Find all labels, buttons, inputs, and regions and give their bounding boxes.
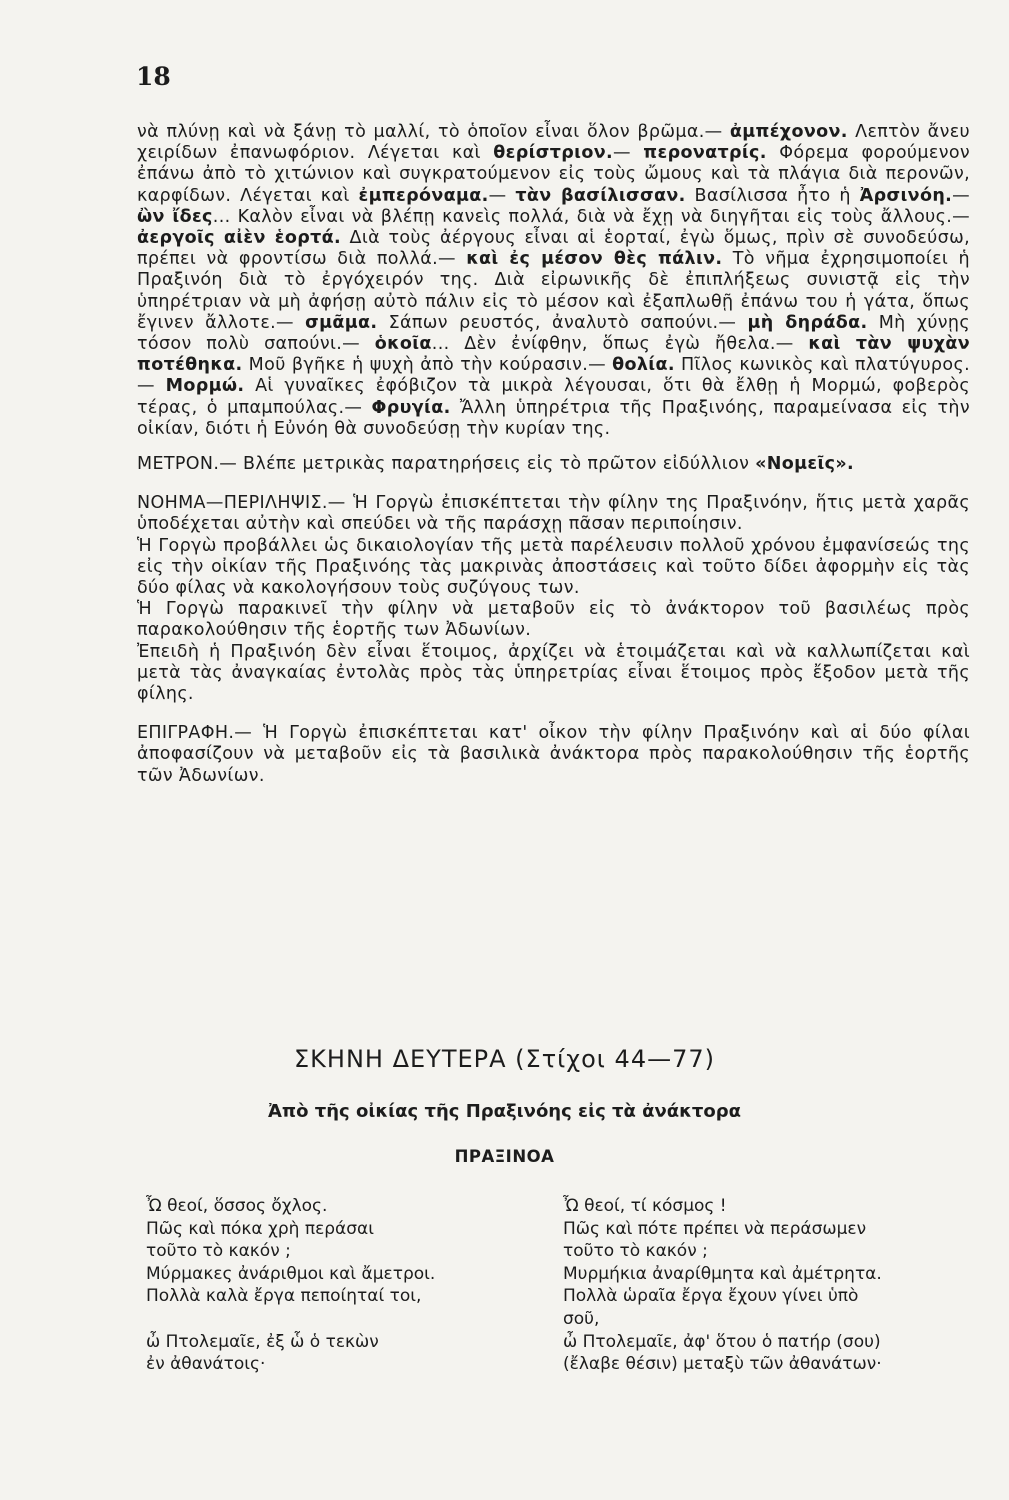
section-label: ΕΠΙΓΡΑΦΗ.— (137, 723, 253, 744)
verse-line: ἐν ἀθανάτοις· (146, 1354, 266, 1375)
translation-line: τοῦτο τὸ κακόν ; (563, 1241, 708, 1262)
verse-line: Ὦ θεοί, ὅσσος ὄχλος. (146, 1196, 328, 1216)
gloss-term: ἀμπέχονον. (729, 122, 848, 142)
gloss-text: ... Δὲν ἐνίφθην, ὅπως ἐγὼ ἤθελα.— (431, 334, 809, 355)
gloss-term: μὴ δηράδα. (747, 312, 868, 333)
gloss-term: ἀεργοῖς αἰὲν ἑορτά. (137, 228, 342, 249)
translation-line: σοῦ, (563, 1308, 600, 1329)
gloss-text: νὰ πλύνῃ καὶ νὰ ξάνῃ τὸ μαλλί, τὸ ὁποῖον εἶναι ὅλον βρῶμα.— (137, 122, 730, 142)
glossary-paragraph (137, 122, 970, 440)
page-number: 18 (136, 62, 171, 91)
scene-subtitle: Ἀπὸ τῆς οἰκίας τῆς Πραξινόης εἰς τὰ ἀνάκτορα (267, 1101, 742, 1122)
verse-line: Πολλὰ καλὰ ἔργα πεποίηταί τοι, (146, 1286, 422, 1307)
summary-paragraph: Ἐπειδὴ ἡ Πραξινόη δὲν εἶναι ἕτοιμος, ἀρχίζει νὰ ἑτοιμάζεται καὶ νὰ καλλωπίζεται καὶ μετὰ τὰς ἀναγκαίας ἐντολὰς πρὸς τὰς ὑπηρετρίας εἶναι ἕτοιμος πρὸς ἔξοδον μετὰ τῆς φίλης. (137, 641, 970, 705)
gloss-term: ἐμπερόναμα. (358, 185, 489, 206)
summary-text: Ἡ Γοργὼ ἐπισκέπτεται τὴν φίλην της Πραξινόην, ἥτις μετὰ χαρᾶς ὑποδέχεται αὐτὴν καὶ σπεύδει νὰ τῆς παράσχῃ πᾶσαν περιποίησιν. (137, 493, 970, 535)
gloss-text: ... Καλὸν εἶναι νὰ βλέπῃ κανεὶς πολλά, διὰ νὰ ἔχῃ νὰ διηγῆται εἰς τοὺς ἄλλους.— (212, 206, 970, 227)
gloss-term: καὶ τὰν ψυχὰν ποτέθηκα. (137, 334, 970, 376)
gloss-text: Βασίλισσα ἦτο ἡ (685, 185, 860, 206)
gloss-term: «Νομεῖς». (755, 454, 855, 475)
gloss-term: ὁκοῖα (374, 334, 432, 355)
gloss-text: Διὰ τοὺς ἀέργους εἶναι αἱ ἑορταί, ἐγὼ ὅμως, πρὶν σὲ συνοδεύσω, πρέπει νὰ φροντίσω διὰ πολλά.— (137, 228, 970, 270)
gloss-text: — (612, 143, 644, 164)
gloss-term: καὶ ἐς μέσον θὲς πάλιν. (466, 249, 723, 270)
gloss-term: σμᾶμα. (305, 312, 378, 333)
metron-paragraph (137, 454, 970, 475)
summary-paragraph: Ἡ Γοργὼ προβάλλει ὡς δικαιολογίαν τῆς μετὰ παρέλευσιν πολλοῦ χρόνου ἐμφανίσεώς της εἰς τὴν οἰκίαν τῆς Πραξινόης τὰς μακρινὰς ἀποστάσεις καὶ τοῦτο δίδει ἀφορμὴν εἰς τὰς δύο φίλας νὰ κακολογήσουν τοὺς συζύγους των. (137, 535, 970, 599)
speaker-name: ΠΡΑΞΙΝΟΑ (454, 1147, 555, 1166)
commentary-notes (137, 122, 970, 787)
translation-line: ὦ Πτολεμαῖε, ἀφ' ὅτου ὁ πατήρ (σου) (563, 1331, 881, 1352)
gloss-term: Μορμώ. (165, 376, 245, 397)
summary-paragraph: Ἡ Γοργὼ παρακινεῖ τὴν φίλην νὰ μεταβοῦν εἰς τὸ ἀνάκτορον τοῦ βασιλέως πρὸς παρακολούθησιν τῆς ἑορτῆς των Ἀδωνίων. (137, 599, 970, 641)
translation-line: Πῶς καὶ πότε πρέπει νὰ περάσωμεν (563, 1218, 867, 1239)
gloss-text: — (488, 185, 516, 206)
original-text-column (146, 1195, 546, 1376)
gloss-text: Αἱ γυναῖκες ἐφόβιζον τὰ μικρὰ λέγουσαι, ὅτι θὰ ἔλθῃ ἡ Μορμώ, φοβερὸς τέρας, ὁ μπαμπούλας.— (137, 376, 970, 418)
gloss-text: Πῖλος κωνικὸς καὶ πλατύγυρος.— (137, 355, 970, 397)
verse-line: τοῦτο τὸ κακόν ; (146, 1241, 291, 1262)
translation-line: Μυρμήκια ἀναρίθμητα καὶ ἀμέτρητα. (563, 1263, 882, 1284)
summary-paragraph (137, 493, 970, 535)
section-label: ΜΕΤΡΟΝ.— (137, 454, 238, 475)
gloss-text: Σάπων ρευστός, ἀναλυτὸ σαπούνι.— (377, 312, 748, 333)
gloss-text: Τὸ νῆμα ἐχρησιμοποίει ἡ Πραξινόη διὰ τὸ ἐργόχειρόν της. Διὰ εἰρωνικῆς δὲ ἐπιπλήξεως συνιστᾷ εἰς τὴν ὑπηρέτριαν νὰ μὴ ἀφήσῃ αὐτὸ πάλιν εἰς τὸ μέσον καὶ ἐξαπλωθῇ ἐπάνω του ἡ γάτα, ὅπως ἔγινεν ἄλλοτε.— (137, 249, 970, 333)
translation-line: Ὦ θεοί, τί κόσμος ! (563, 1196, 727, 1216)
gloss-term: περονατρίς. (643, 143, 767, 164)
gloss-text: Φόρεμα φορούμενον ἐπάνω ἀπὸ τὸ χιτώνιον καὶ συγκρατούμενον εἰς τοὺς ὤμους καὶ τὰ πλάγια διὰ περονῶν, καρφίδων. Λέγεται καὶ (137, 143, 971, 206)
scene-title: ΣΚΗΝΗ ΔΕΥΤΕΡΑ (Στίχοι 44—77) (294, 1045, 715, 1073)
gloss-term: τὰν βασίλισσαν. (515, 185, 686, 206)
epigraph-paragraph (137, 723, 970, 787)
translation-line: (ἔλαβε θέσιν) μεταξὺ τῶν ἀθανάτων· (563, 1354, 882, 1375)
verse-line: Πῶς καὶ πόκα χρὴ περάσαι (146, 1218, 374, 1239)
verse-line: ὦ Πτολεμαῖε, ἐξ ὧ ὁ τεκὼν (146, 1331, 379, 1352)
translation-line: Πολλὰ ὡραῖα ἔργα ἔχουν γίνει ὑπὸ (563, 1286, 859, 1307)
gloss-term: θερίστριον. (493, 143, 613, 164)
translation-column (563, 1195, 983, 1376)
verse-line (146, 1308, 546, 1331)
gloss-term: θολία. (612, 355, 675, 376)
gloss-text: Λεπτὸν ἄνευ χειρίδων ἐπανωφόριον. Λέγεται καὶ (137, 122, 970, 164)
gloss-text: Ἄλλη ὑπηρέτρια τῆς Πραξινόης, παραμείνασα εἰς τὴν οἰκίαν, διότι ἡ Εὐνόη θὰ συνοδεύσῃ τὴν κυρίαν της. (137, 397, 970, 439)
gloss-term: ὢν ἴδες (137, 206, 213, 227)
gloss-text: Μοῦ βγῆκε ἡ ψυχὴ ἀπὸ τὴν κούρασιν.— (242, 355, 613, 376)
metron-text: Βλέπε μετρικὰς παρατηρήσεις εἰς τὸ πρῶτον εἰδύλλιον (237, 454, 756, 475)
gloss-text: Μὴ χύνῃς τόσον πολὺ σαπούνι.— (137, 312, 970, 355)
verse-line: Μύρμακες ἀνάριθμοι καὶ ἄμετροι. (146, 1263, 436, 1284)
gloss-term: Φρυγία. (371, 397, 451, 418)
gloss-text: — (952, 185, 970, 206)
section-label: ΝΟΗΜΑ—ΠΕΡΙΛΗΨΙΣ.— (137, 493, 346, 514)
gloss-term: Ἀρσινόη. (859, 185, 953, 206)
epigraph-text: Ἡ Γοργὼ ἐπισκέπτεται κατ' οἶκον τὴν φίλην Πραξινόην καὶ αἱ δύο φίλαι ἀποφασίζουν νὰ μεταβοῦν εἰς τὰ βασιλικὰ ἀνάκτορα πρὸς παρακολούθησιν τῆς ἑορτῆς τῶν Ἀδωνίων. (137, 723, 970, 786)
